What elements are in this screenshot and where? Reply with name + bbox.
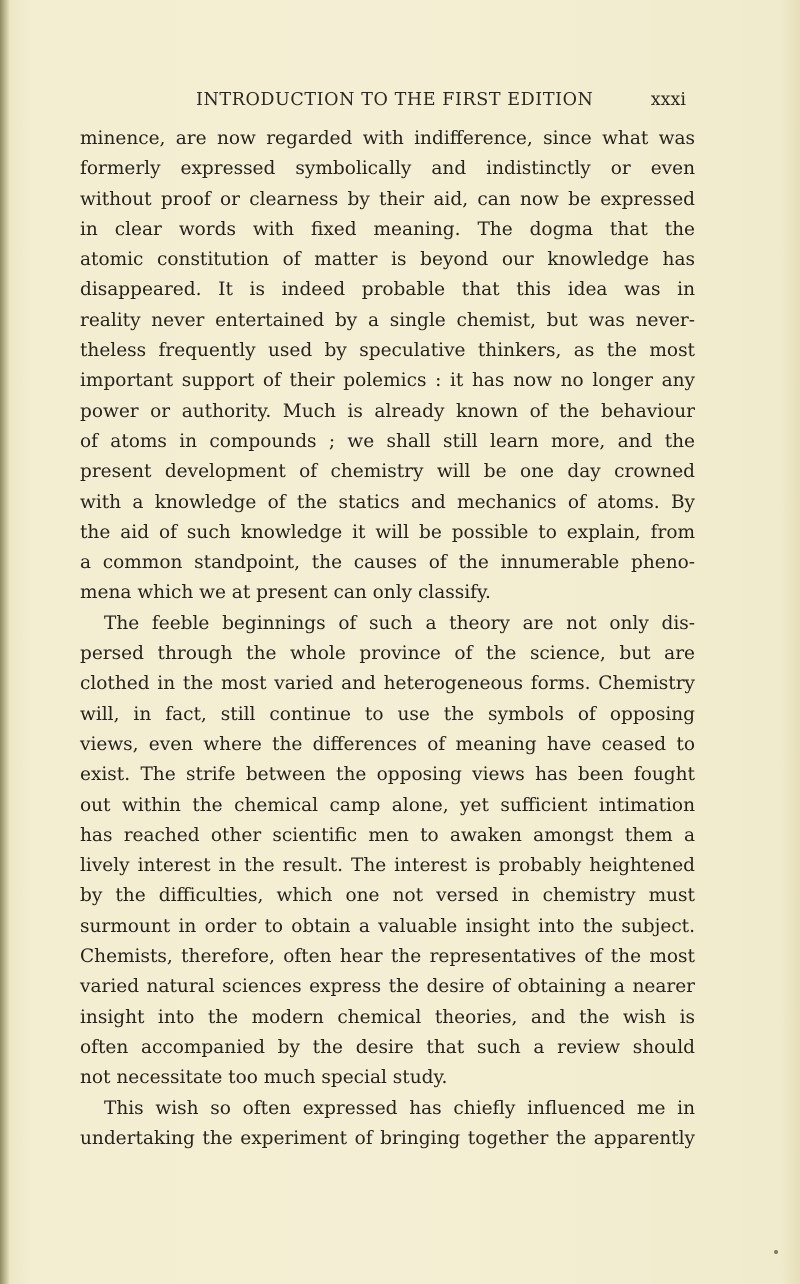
text-line: mena which we at present can only classify. <box>80 582 491 604</box>
text-line: important support of their polemics : it has now no longer any <box>80 370 695 392</box>
text-line: Chemists, therefore, often hear the representatives of the most <box>80 946 695 968</box>
paper-speck <box>774 1250 778 1254</box>
page-number: xxxi <box>650 90 686 110</box>
text-line: the aid of such knowledge it will be possible to explain, from <box>80 521 695 543</box>
body-text <box>80 124 695 1154</box>
text-line: disappeared. It is indeed probable that this idea was in <box>80 279 695 301</box>
text-line: atomic constitution of matter is beyond our knowledge has <box>80 249 695 271</box>
text-line: theless frequently used by speculative thinkers, as the most <box>80 340 695 362</box>
text-line: a common standpoint, the causes of the innumerable pheno- <box>80 552 695 574</box>
text-line: exist. The strife between the opposing views has been fought <box>80 764 695 786</box>
text-line: This wish so often expressed has chiefly influenced me in <box>104 1097 695 1119</box>
text-line: lively interest in the result. The interest is probably heightened <box>80 855 695 877</box>
text-line: clothed in the most varied and heterogeneous forms. Chemistry <box>80 673 695 695</box>
text-line: not necessitate too much special study. <box>80 1067 448 1089</box>
text-line: power or authority. Much is already known of the behaviour <box>80 400 695 422</box>
text-line: undertaking the experiment of bringing together the apparently <box>80 1127 695 1149</box>
text-line: without proof or clearness by their aid, can now be expressed <box>80 188 695 210</box>
page-header <box>196 90 686 116</box>
text-line: views, even where the differences of meaning have ceased to <box>80 733 695 755</box>
page-gutter-shadow <box>0 0 10 1284</box>
text-line: has reached other scientific men to awaken amongst them a <box>80 824 695 846</box>
text-line: present development of chemistry will be one day crowned <box>80 461 695 483</box>
text-line: often accompanied by the desire that such a review should <box>80 1036 695 1058</box>
text-line: reality never entertained by a single chemist, but was never- <box>80 309 695 331</box>
text-line: formerly expressed symbolically and indistinctly or even <box>80 158 695 180</box>
text-line: persed through the whole province of the science, but are <box>80 643 695 665</box>
text-line: surmount in order to obtain a valuable insight into the subject. <box>80 915 695 937</box>
text-line: with a knowledge of the statics and mechanics of atoms. By <box>80 491 695 513</box>
text-line: minence, are now regarded with indifference, since what was <box>80 128 695 149</box>
text-line: insight into the modern chemical theories, and the wish is <box>80 1006 695 1028</box>
text-line: The feeble beginnings of such a theory are not only dis- <box>104 612 695 634</box>
text-line: by the difficulties, which one not versed in chemistry must <box>80 885 695 907</box>
text-line: varied natural sciences express the desire of obtaining a nearer <box>80 976 695 998</box>
text-line: of atoms in compounds ; we shall still learn more, and the <box>80 430 695 452</box>
text-line: out within the chemical camp alone, yet sufficient intimation <box>80 794 695 816</box>
text-line: in clear words with fixed meaning. The dogma that the <box>80 218 695 240</box>
running-head: INTRODUCTION TO THE FIRST EDITION <box>196 90 594 110</box>
text-line: will, in fact, still continue to use the symbols of opposing <box>80 703 695 725</box>
